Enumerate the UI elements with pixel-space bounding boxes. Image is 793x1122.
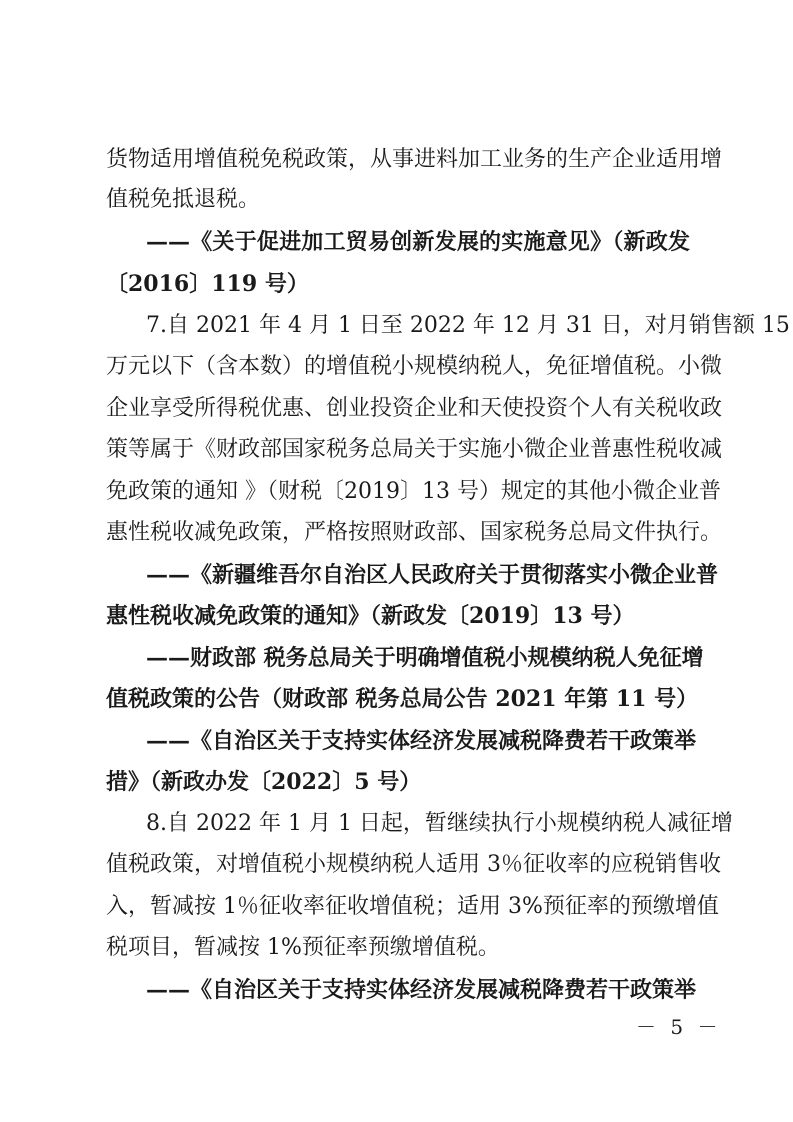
body-text-line: 值税免抵退税。 bbox=[106, 187, 261, 212]
policy-citation-line: 值税政策的公告（财政部 税务总局公告 2021 年第 11 号） bbox=[106, 686, 699, 712]
body-text-line: 企业享受所得税优惠、创业投资企业和天使投资个人有关税收政 bbox=[106, 396, 723, 421]
policy-citation-line: 措》（新政办发〔2022〕5 号） bbox=[106, 769, 422, 795]
body-text-line: 货物适用增值税免税政策，从事进料加工业务的生产企业适用增 bbox=[106, 147, 723, 172]
policy-citation-line: 〔2016〕119 号） bbox=[106, 271, 309, 297]
policy-citation-line: 惠性税收减免政策的通知》（新政发〔2019〕13 号） bbox=[106, 603, 635, 629]
body-text-line: 入，暂减按 1％征收率征收增值税；适用 3%预征率的预缴增值 bbox=[106, 894, 719, 919]
policy-citation-line: ——《新疆维吾尔自治区人民政府关于贯彻落实小微企业普 bbox=[146, 562, 719, 588]
body-text-line: 值税政策，对增值税小规模纳税人适用 3％征收率的应税销售收 bbox=[106, 852, 721, 877]
body-text-line: 税项目，暂减按 1%预征率预缴增值税。 bbox=[106, 935, 500, 960]
policy-citation-line: ——《关于促进加工贸易创新发展的实施意见》（新政发 bbox=[146, 229, 690, 255]
body-text-line: 惠性税收减免政策，严格按照财政部、国家税务总局文件执行。 bbox=[106, 520, 723, 545]
body-text-line: 策等属于《财政部国家税务总局关于实施小微企业普惠性税收减 bbox=[106, 437, 723, 462]
page-number: － 5 － bbox=[636, 1015, 722, 1039]
body-text-line: 万元以下（含本数）的增值税小规模纳税人，免征增值税。小微 bbox=[106, 354, 723, 379]
body-text-line: 免政策的通知 》（财税〔2019〕13 号）规定的其他小微企业普 bbox=[106, 479, 721, 504]
policy-citation-line: ——财政部 税务总局关于明确增值税小规模纳税人免征增 bbox=[146, 645, 704, 671]
body-text-line: 7.自 2021 年 4 月 1 日至 2022 年 12 月 31 日，对月销售额 15 bbox=[146, 313, 790, 338]
policy-citation-line: ——《自治区关于支持实体经济发展减税降费若干政策举 bbox=[146, 728, 697, 754]
body-text-line: 8.自 2022 年 1 月 1 日起，暂继续执行小规模纳税人减征增 bbox=[146, 811, 733, 836]
policy-citation-line: ——《自治区关于支持实体经济发展减税降费若干政策举 bbox=[146, 977, 697, 1003]
